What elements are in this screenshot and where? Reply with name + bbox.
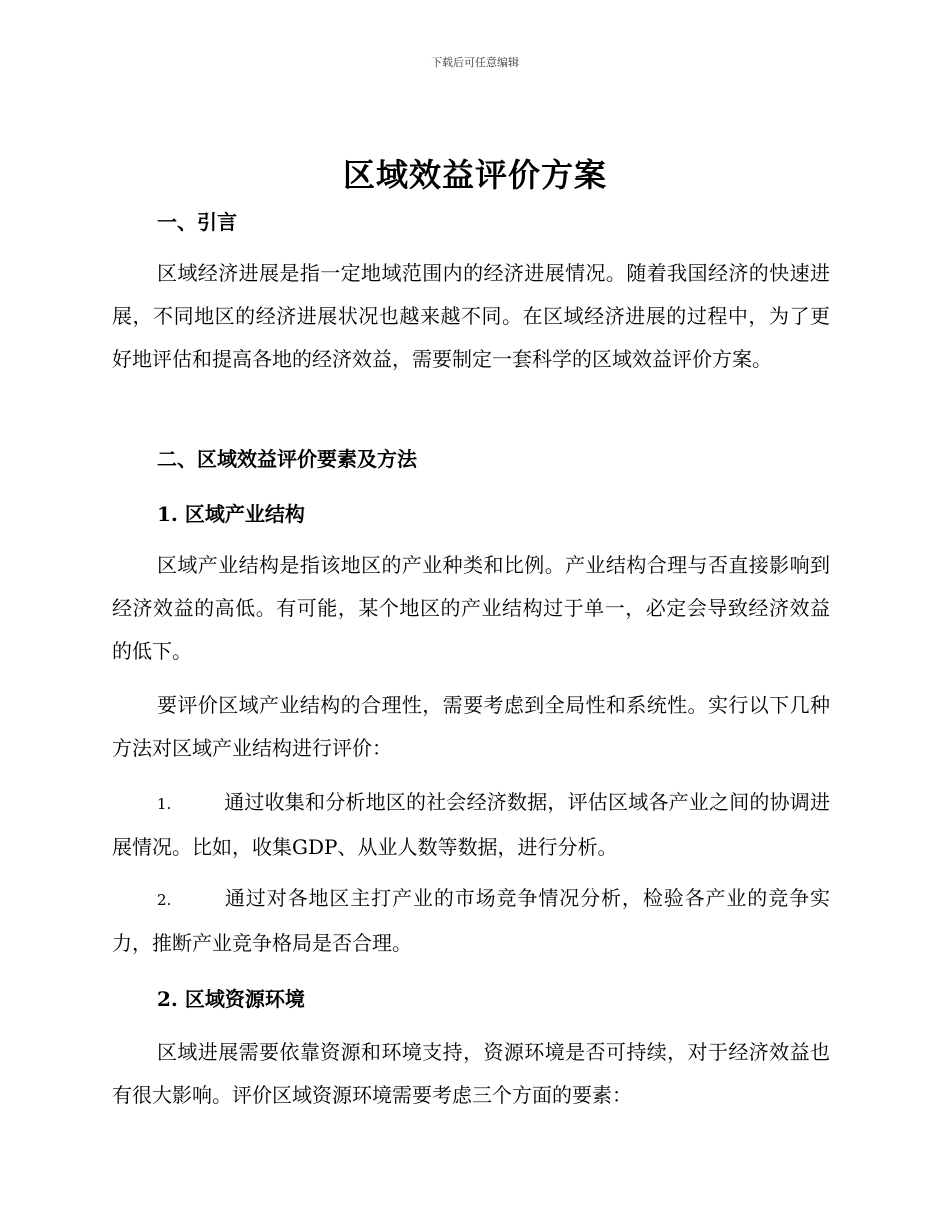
industry-paragraph-2: 要评价区域产业结构的合理性，需要考虑到全局性和系统性。实行以下几种方法对区域产业结构进行评价： — [112, 693, 830, 760]
page-header: 下载后可任意编辑 — [431, 56, 519, 69]
list-item-number: 2. — [157, 891, 172, 909]
section-heading-factors: 二、区域效益评价要素及方法 — [157, 447, 417, 471]
list-item-text: 通过对各地区主打产业的市场竞争情况分析，检验各产业的竞争实力，推断产业竞争格局是否合理。 — [112, 886, 830, 955]
section-heading-intro: 一、引言 — [157, 210, 237, 234]
subsection-heading-industry: 1. 区域产业结构 — [157, 502, 305, 526]
intro-paragraph: 区域经济进展是指一定地域范围内的经济进展情况。随着我国经济的快速进展，不同地区的经济进展状况也越来越不同。在区域经济进展的过程中，为了更好地评估和提高各地的经济效益，需要制定一套科学的区域效益评价方案。 — [112, 261, 830, 371]
list-item-number: 1. — [157, 795, 172, 813]
resources-paragraph: 区域进展需要依靠资源和环境支持，资源环境是否可持续，对于经济效益也有很大影响。评价区域资源环境需要考虑三个方面的要素： — [112, 1040, 830, 1107]
industry-paragraph-1: 区域产业结构是指该地区的产业种类和比例。产业结构合理与否直接影响到经济效益的高低。有可能，某个地区的产业结构过于单一，必定会导致经济效益的低下。 — [112, 553, 830, 663]
document-title: 区域效益评价方案 — [342, 156, 607, 194]
list-item-text: 通过收集和分析地区的社会经济数据，评估区域各产业之间的协调进展情况。比如，收集GDP、从业人数等数据，进行分析。 — [112, 790, 830, 859]
subsection-heading-resources: 2. 区域资源环境 — [157, 987, 305, 1011]
list-item — [112, 877, 830, 965]
list-item — [112, 781, 830, 869]
